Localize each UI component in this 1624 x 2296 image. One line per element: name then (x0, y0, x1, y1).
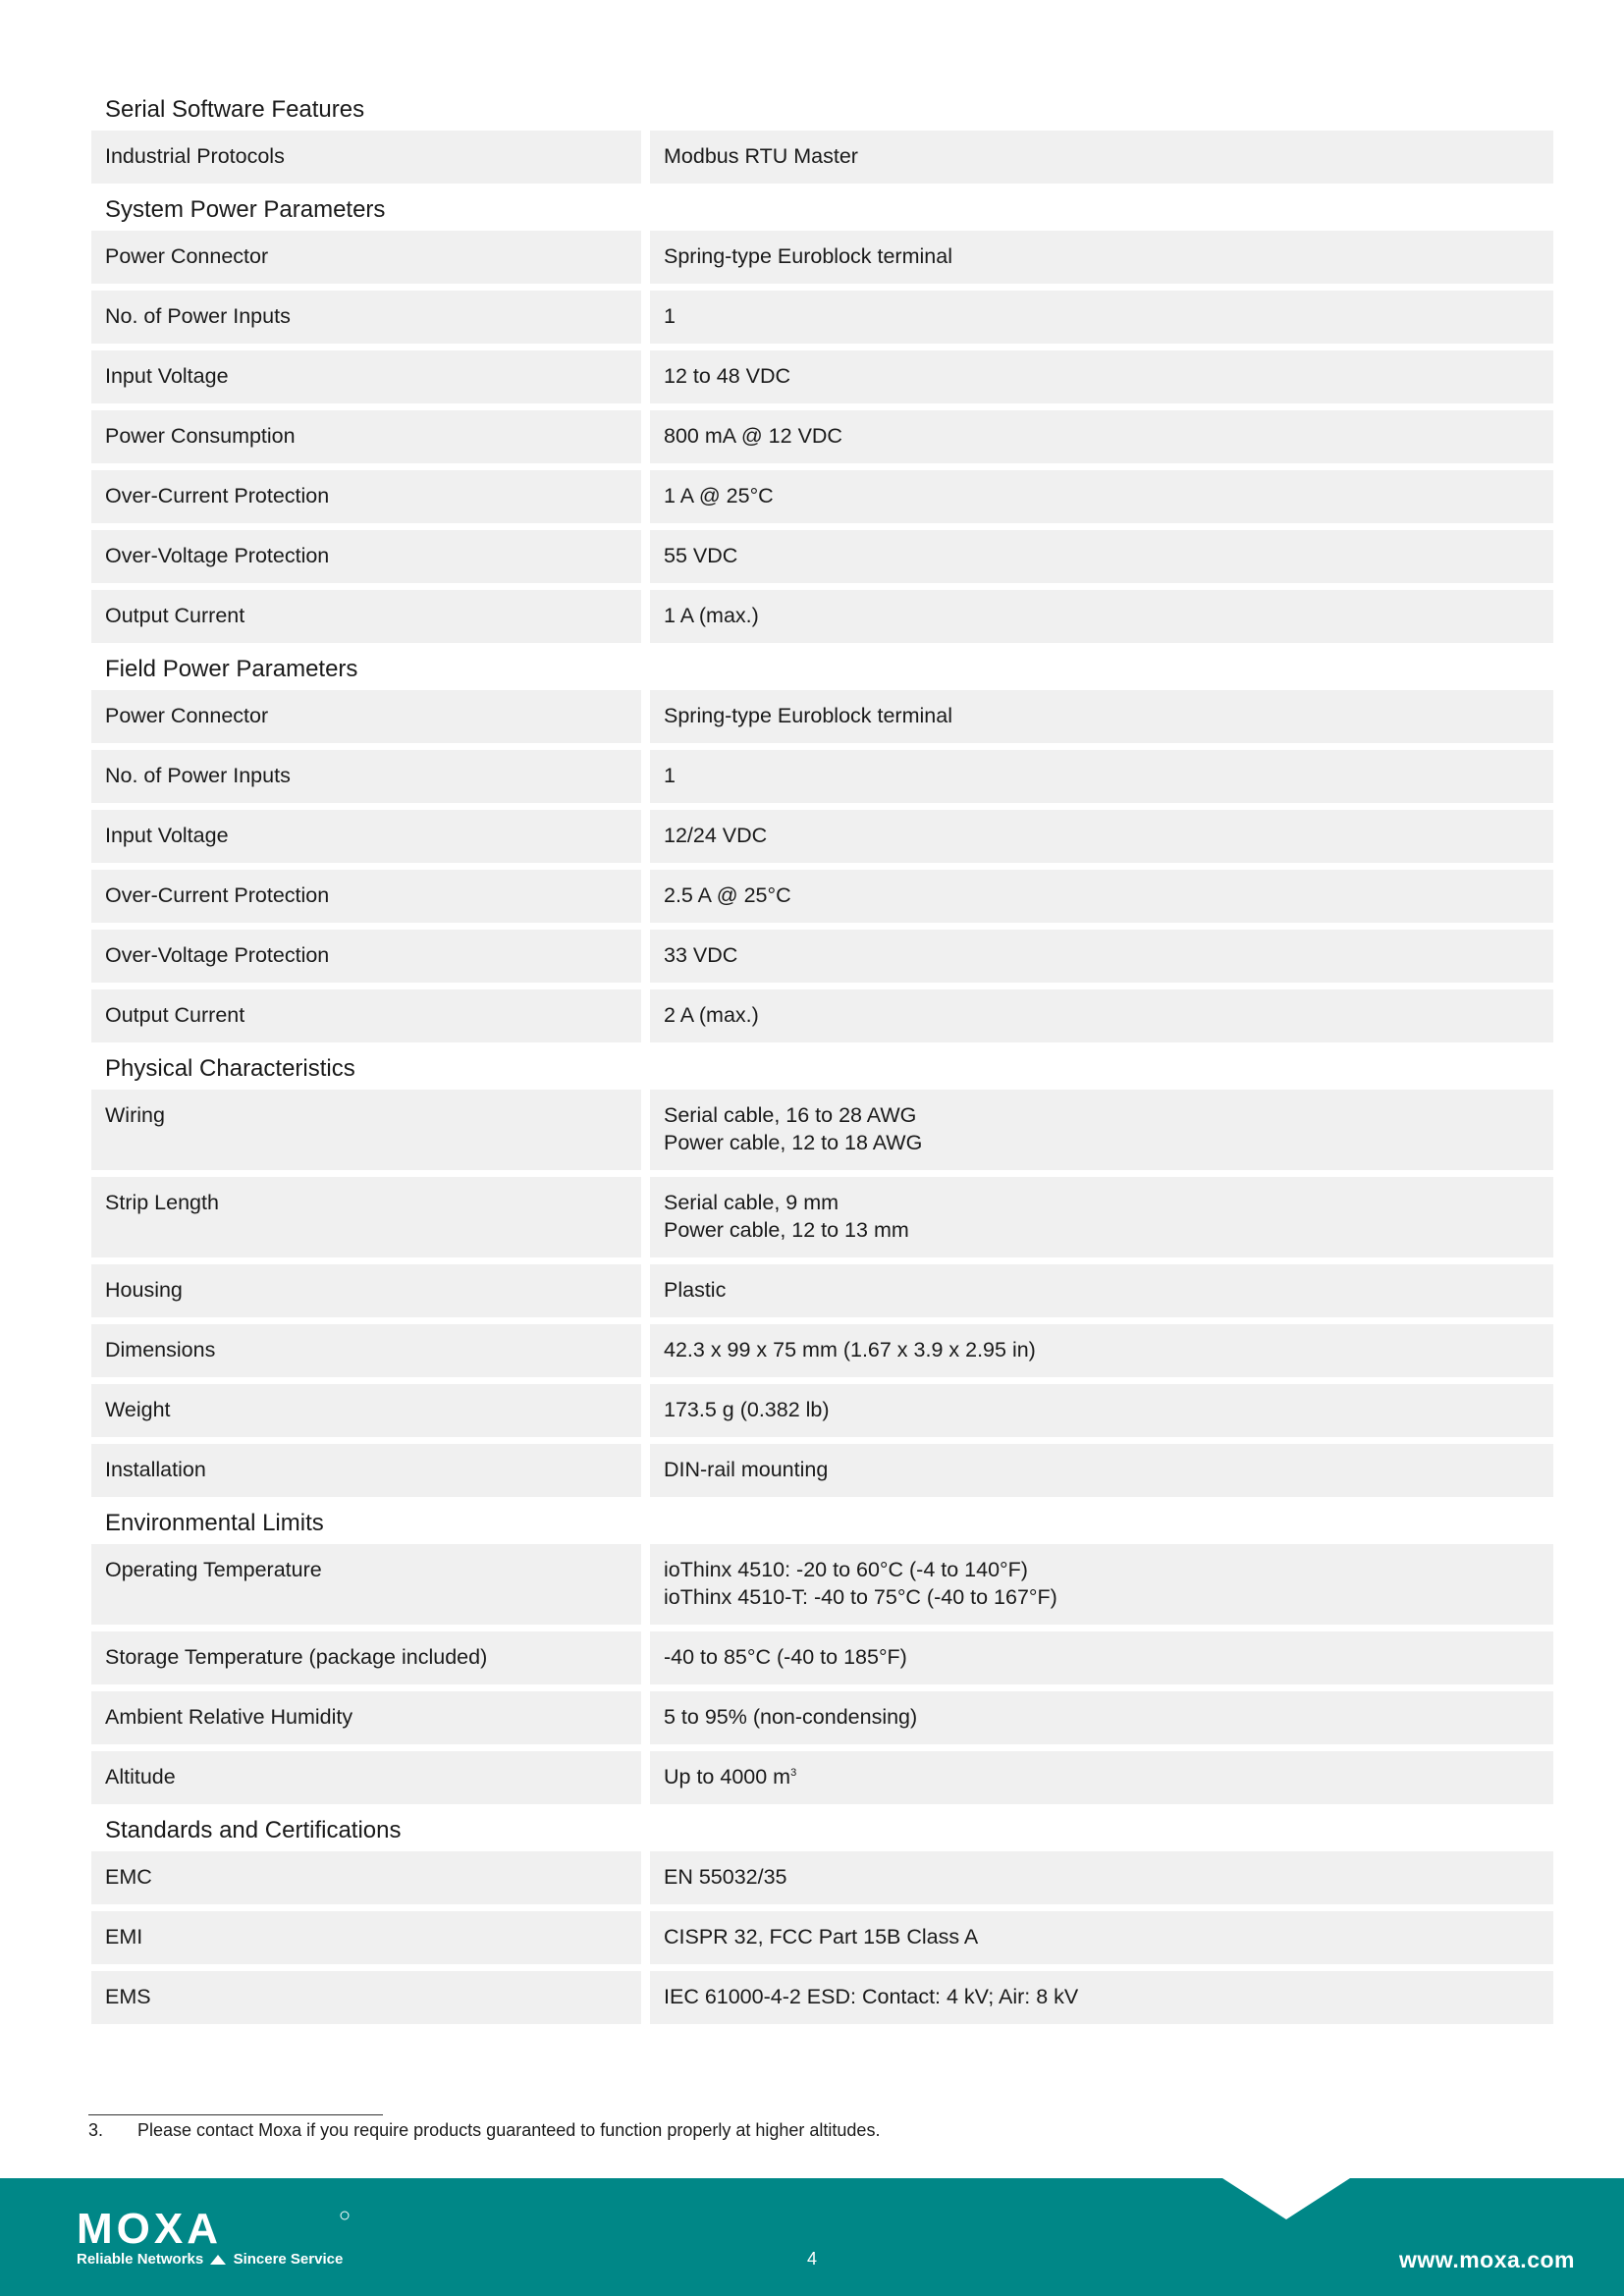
spec-value-line (664, 602, 1540, 629)
spec-value-line (664, 822, 1540, 849)
mountain-icon (210, 2253, 226, 2265)
spec-value (650, 1324, 1553, 1377)
spec-value-line (664, 142, 1540, 170)
section-title: Field Power Parameters (105, 656, 358, 682)
spec-value (650, 1090, 1553, 1170)
spec-value-line (664, 941, 1540, 969)
page-number: 4 (806, 2249, 817, 2269)
spec-row (91, 870, 1553, 923)
spec-row (91, 1444, 1553, 1497)
spec-row (91, 131, 1553, 184)
spec-label: Power Connector (91, 690, 641, 743)
spec-row (91, 1911, 1553, 1964)
spec-value-text: 173.5 g (0.382 lb) (664, 1398, 830, 1421)
spec-value-text: Plastic (664, 1278, 727, 1302)
spec-value-line (664, 1001, 1540, 1029)
spec-value (650, 810, 1553, 863)
footnote-ref: 3 (790, 1766, 797, 1779)
spec-value (650, 1444, 1553, 1497)
spec-row (91, 1971, 1553, 2024)
spec-value-text: 1 A @ 25°C (664, 484, 774, 507)
spec-value (650, 590, 1553, 643)
spec-row (91, 1384, 1553, 1437)
spec-label: Over-Current Protection (91, 470, 641, 523)
spec-value (650, 350, 1553, 403)
spec-row (91, 291, 1553, 344)
spec-row (91, 1324, 1553, 1377)
spec-value-text: IEC 61000-4-2 ESD: Contact: 4 kV; Air: 8 kV (664, 1985, 1079, 2008)
spec-value-text: 33 VDC (664, 943, 738, 967)
spec-value-text: Power cable, 12 to 18 AWG (664, 1131, 923, 1154)
spec-label: No. of Power Inputs (91, 291, 641, 344)
section-title: System Power Parameters (105, 196, 386, 223)
spec-value (650, 470, 1553, 523)
spec-content (91, 93, 1553, 2031)
spec-value (650, 131, 1553, 184)
spec-value-line (664, 1556, 1540, 1583)
spec-value-line (664, 1983, 1540, 2010)
spec-value-line (664, 1276, 1540, 1304)
spec-value-text: 1 (664, 304, 676, 328)
spec-label: Weight (91, 1384, 641, 1437)
spec-label: Over-Voltage Protection (91, 930, 641, 983)
spec-label: Over-Voltage Protection (91, 530, 641, 583)
spec-label: Housing (91, 1264, 641, 1317)
spec-value-line (664, 302, 1540, 330)
footnote (88, 2120, 880, 2141)
spec-row (91, 989, 1553, 1042)
spec-value-line (664, 881, 1540, 909)
spec-row (91, 1691, 1553, 1744)
spec-row (91, 690, 1553, 743)
spec-label: Dimensions (91, 1324, 641, 1377)
spec-value (650, 291, 1553, 344)
spec-value (650, 750, 1553, 803)
spec-value-text: Spring-type Euroblock terminal (664, 244, 952, 268)
spec-label: Installation (91, 1444, 641, 1497)
spec-value (650, 231, 1553, 284)
spec-value-text: EN 55032/35 (664, 1865, 787, 1889)
spec-row (91, 590, 1553, 643)
section-title: Environmental Limits (105, 1510, 324, 1536)
spec-value-line (664, 1216, 1540, 1244)
spec-label: Wiring (91, 1090, 641, 1170)
spec-value-line (664, 242, 1540, 270)
spec-value-line (664, 1643, 1540, 1671)
spec-label: No. of Power Inputs (91, 750, 641, 803)
spec-value (650, 1544, 1553, 1625)
spec-label: Operating Temperature (91, 1544, 641, 1625)
spec-value (650, 1851, 1553, 1904)
spec-value-line (664, 1189, 1540, 1216)
spec-value (650, 530, 1553, 583)
spec-label: Ambient Relative Humidity (91, 1691, 641, 1744)
spec-label: Altitude (91, 1751, 641, 1804)
spec-value-text: Power cable, 12 to 13 mm (664, 1218, 909, 1242)
spec-row (91, 1264, 1553, 1317)
spec-value-text: 1 (664, 764, 676, 787)
spec-label: Power Connector (91, 231, 641, 284)
spec-row (91, 930, 1553, 983)
spec-value-text: 2.5 A @ 25°C (664, 883, 791, 907)
spec-label: Input Voltage (91, 810, 641, 863)
moxa-logo-text: MOXA (77, 2210, 222, 2249)
spec-value-text: DIN-rail mounting (664, 1458, 829, 1481)
spec-value-text: ioThinx 4510: -20 to 60°C (-4 to 140°F) (664, 1558, 1028, 1581)
spec-value-line (664, 1456, 1540, 1483)
spec-row (91, 1090, 1553, 1170)
spec-row (91, 470, 1553, 523)
spec-label: Input Voltage (91, 350, 641, 403)
spec-row (91, 231, 1553, 284)
spec-label: EMS (91, 1971, 641, 2024)
spec-value (650, 1384, 1553, 1437)
spec-value-text: ioThinx 4510-T: -40 to 75°C (-40 to 167°F) (664, 1585, 1057, 1609)
spec-value-line (664, 1863, 1540, 1891)
spec-value (650, 870, 1553, 923)
spec-row (91, 750, 1553, 803)
spec-value-line (664, 1703, 1540, 1731)
spec-label: Storage Temperature (package included) (91, 1631, 641, 1684)
spec-value-text: 55 VDC (664, 544, 738, 567)
spec-row (91, 410, 1553, 463)
spec-value-line (664, 1396, 1540, 1423)
spec-value-line (664, 1923, 1540, 1950)
spec-value (650, 1971, 1553, 2024)
spec-row (91, 1631, 1553, 1684)
spec-label: Power Consumption (91, 410, 641, 463)
tagline-right: Sincere Service (233, 2251, 344, 2268)
spec-row (91, 810, 1553, 863)
spec-row (91, 530, 1553, 583)
spec-value-line (664, 1583, 1540, 1611)
section-title: Serial Software Features (105, 96, 365, 123)
spec-label: Over-Current Protection (91, 870, 641, 923)
spec-value (650, 410, 1553, 463)
spec-value (650, 1751, 1553, 1804)
spec-value-line (664, 1129, 1540, 1156)
spec-value-text: 800 mA @ 12 VDC (664, 424, 842, 448)
tagline-left: Reliable Networks (77, 2251, 204, 2268)
spec-value-line (664, 362, 1540, 390)
spec-value-line (664, 482, 1540, 509)
section-title: Physical Characteristics (105, 1055, 355, 1082)
spec-label: Industrial Protocols (91, 131, 641, 184)
spec-value-text: Up to 4000 m (664, 1765, 791, 1789)
spec-value-text: -40 to 85°C (-40 to 185°F) (664, 1645, 907, 1669)
spec-value-text: Spring-type Euroblock terminal (664, 704, 952, 727)
spec-value-line (664, 762, 1540, 789)
footnote-divider (88, 2114, 383, 2115)
spec-row (91, 1544, 1553, 1625)
footnote-number: 3. (88, 2120, 104, 2140)
spec-row (91, 1177, 1553, 1257)
page-footer (0, 2178, 1624, 2296)
moxa-logo (77, 2210, 352, 2249)
spec-value-text: 12 to 48 VDC (664, 364, 791, 388)
spec-value (650, 1177, 1553, 1257)
spec-value (650, 989, 1553, 1042)
spec-value (650, 1911, 1553, 1964)
spec-label: EMC (91, 1851, 641, 1904)
spec-value-line (664, 702, 1540, 729)
spec-label: EMI (91, 1911, 641, 1964)
footer-tagline (77, 2251, 343, 2268)
spec-value (650, 1264, 1553, 1317)
spec-value-line (664, 1101, 1540, 1129)
spec-label: Strip Length (91, 1177, 641, 1257)
spec-value-text: 2 A (max.) (664, 1003, 759, 1027)
spec-value-line (664, 542, 1540, 569)
spec-value (650, 690, 1553, 743)
section-title: Standards and Certifications (105, 1817, 402, 1843)
spec-value (650, 1631, 1553, 1684)
spec-value-text: CISPR 32, FCC Part 15B Class A (664, 1925, 979, 1949)
spec-value-text: 12/24 VDC (664, 824, 768, 847)
spec-value (650, 1691, 1553, 1744)
website-url: www.moxa.com (1399, 2247, 1575, 2272)
spec-value-line (664, 1763, 1540, 1790)
spec-value-text: 5 to 95% (non-condensing) (664, 1705, 918, 1729)
spec-row (91, 1751, 1553, 1804)
spec-value-text: Serial cable, 9 mm (664, 1191, 839, 1214)
spec-value (650, 930, 1553, 983)
spec-value-text: Serial cable, 16 to 28 AWG (664, 1103, 917, 1127)
spec-row (91, 1851, 1553, 1904)
spec-value-text: 42.3 x 99 x 75 mm (1.67 x 3.9 x 2.95 in) (664, 1338, 1036, 1362)
spec-value-text: Modbus RTU Master (664, 144, 858, 168)
spec-label: Output Current (91, 989, 641, 1042)
spec-label: Output Current (91, 590, 641, 643)
spec-value-text: 1 A (max.) (664, 604, 759, 627)
footnote-text: Please contact Moxa if you require products guaranteed to function properly at higher altitudes. (137, 2120, 881, 2140)
spec-value-line (664, 1336, 1540, 1363)
spec-row (91, 350, 1553, 403)
spec-value-line (664, 422, 1540, 450)
